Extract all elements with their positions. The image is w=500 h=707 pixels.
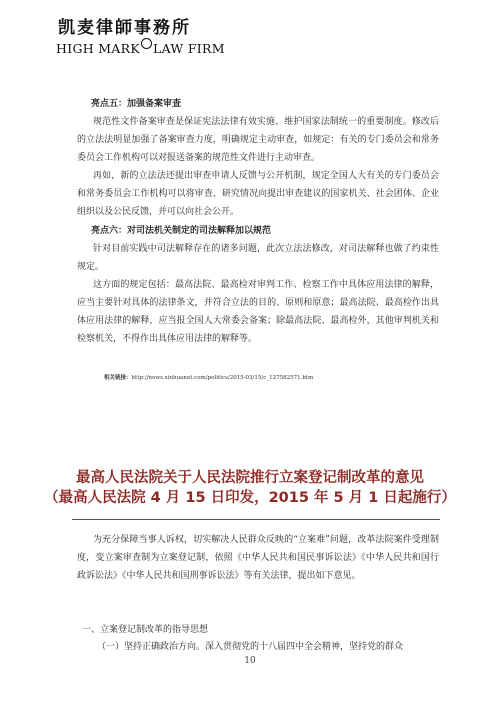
list-item: 一、立案登记制改革的指导思想	[82, 625, 209, 635]
firm-name-left: HIGH MARK	[56, 41, 140, 56]
intro-paragraph: 为充分保障当事人诉权，切实解决人民群众反映的“立案难”问题，改革法院案件受理制度，变立案审查制为立案登记制，依照《中华人民共和国民事诉讼法》《中华人民共和国行政诉讼法》《中华人民共和国刑事诉讼法》等有关法律，提出如下意见。	[77, 535, 439, 581]
firm-logo-cn: 凯麦律師事務所	[58, 18, 191, 38]
related-link-label: 相关链接：	[104, 375, 132, 381]
title-divider	[72, 519, 440, 520]
firm-logo-en	[56, 38, 225, 56]
paragraph: 规范性文件备案审查是保证宪法法律有效实施、维护国家法制统一的重要制度。修改后的立法法明显加强了备案审查力度，明确规定主动审查，如规定：有关的专门委员会和常务委员会工作机构可以对报送备案的规范性文件进行主动审查。	[77, 117, 439, 163]
section-heading: 亮点五：加强备案审查	[91, 99, 182, 109]
article-subtitle: （最高人民法院 4 月 15 日印发，2015 年 5 月 1 日起施行）	[44, 490, 456, 506]
paragraph: 再如，新的立法法还提出审查申请人反馈与公开机制，规定全国人大有关的专门委员会和常务委员会工作机构可以将审查、研究情况向提出审查建议的国家机关、社会团体、企业组织以及公民反馈，并可以向社会公开。	[77, 171, 439, 217]
section-heading: 亮点六：对司法机关制定的司法解释加以规范	[91, 226, 272, 236]
page-number: 10	[244, 656, 256, 666]
paragraph: 这方面的规定包括：最高法院、最高检对审判工作、检察工作中具体应用法律的解释，应当主要针对具体的法律条文，并符合立法的目的、原则和原意；最高法院、最高检作出具体应用法律的解释，应当报全国人大常委会备案；除最高法院、最高检外，其他审判机关和检察机关，不得作出具体应用法律的解释等。	[77, 280, 439, 344]
firm-mark-icon	[141, 38, 152, 49]
list-item: （一）坚持正确政治方向。深入贯彻党的十八届四中全会精神，坚持党的群众	[97, 642, 404, 652]
related-link	[104, 373, 313, 381]
paragraph: 针对目前实践中司法解释存在的诸多问题，此次立法法修改，对司法解释也做了约束性规定。	[77, 244, 439, 272]
article-title: 最高人民法院关于人民法院推行立案登记制改革的意见	[76, 470, 424, 486]
related-link-url[interactable]: http://news.xinhuanet.com/politics/2015-03/15/c_127582571.htm	[131, 375, 314, 381]
firm-name-right: LAW FIRM	[152, 41, 225, 56]
